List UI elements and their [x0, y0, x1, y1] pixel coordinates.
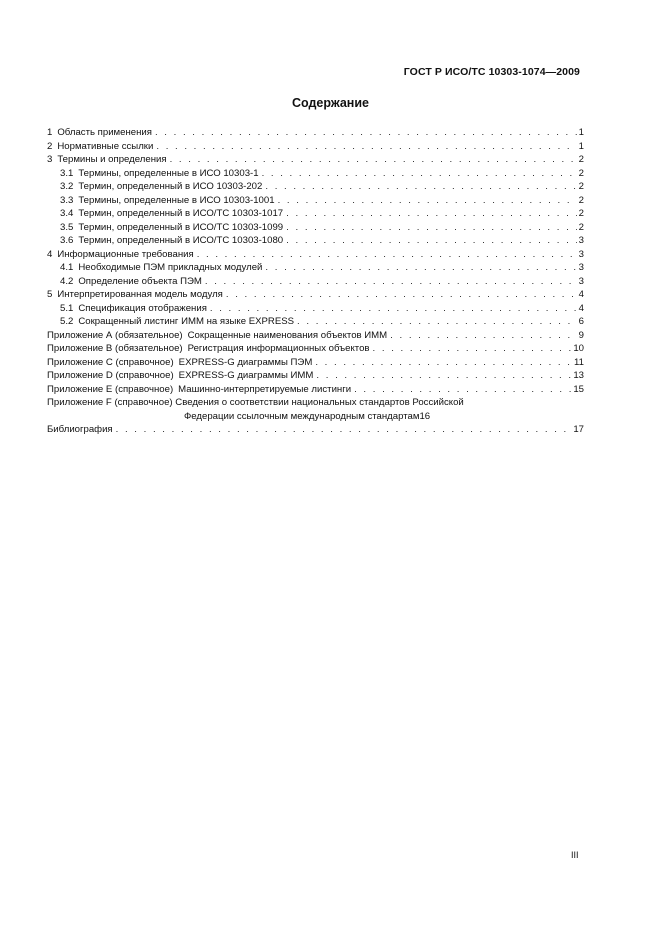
toc-entry[interactable] [47, 140, 584, 154]
toc-entry-page: 3 [578, 275, 584, 287]
toc-entry[interactable] [47, 248, 584, 262]
toc-leader [286, 221, 577, 235]
toc-entry-annex[interactable] [47, 396, 584, 423]
toc-leader [286, 234, 577, 248]
toc-entry-page: 4 [578, 289, 584, 300]
toc-entry-title: Термины, определенные в ИСО 10303-1 [78, 167, 259, 179]
toc-entry-page: 2 [578, 194, 584, 206]
toc-entry[interactable] [47, 180, 584, 194]
toc-entry-title: Регистрация информационных объектов [187, 343, 370, 354]
toc-leader [116, 423, 572, 437]
toc-entry[interactable] [47, 207, 584, 221]
toc-entry-annex[interactable] [47, 369, 584, 383]
toc-entry[interactable] [47, 221, 584, 235]
toc-entry-page: 16 [419, 410, 431, 422]
toc-entry-page: 2 [578, 167, 584, 179]
toc-entry[interactable] [47, 275, 584, 289]
toc-entry-number: 3.2 [60, 181, 74, 192]
toc-entry-page: 3 [578, 262, 584, 273]
toc-entry-number: 1 [47, 127, 53, 138]
toc-entry-annex[interactable] [47, 342, 584, 356]
toc-entry-page: 2 [578, 154, 584, 165]
toc-entry-title: Необходимые ПЭМ прикладных модулей [78, 262, 263, 273]
toc-entry-annex[interactable] [47, 356, 584, 370]
toc-entry-page: 11 [574, 356, 584, 368]
toc-entry-number: 3.4 [60, 208, 74, 219]
toc-entry-title: Термин, определенный в ИСО/ТС 10303-1080 [78, 235, 284, 246]
toc-annex-prefix: Приложение С (справочное) [47, 356, 174, 368]
toc-leader [170, 153, 577, 167]
toc-entry-page: 4 [578, 302, 584, 314]
toc-leader [354, 383, 571, 397]
toc-entry-page: 3 [578, 235, 584, 246]
toc-annex-prefix: Приложение Е (справочное) [47, 383, 174, 395]
toc-entry-title: Термины, определенные в ИСО 10303-1001 [78, 194, 275, 206]
toc-entry-number: 3.6 [60, 235, 74, 246]
toc-entry-page: 3 [578, 248, 584, 260]
page-number: III [571, 850, 579, 860]
toc-annex-prefix: Приложение В (обязательное) [47, 343, 183, 354]
toc-entry-page: 1 [578, 127, 584, 138]
toc-leader [156, 140, 576, 154]
toc-entry[interactable] [47, 261, 584, 275]
toc-entry-number: 3 [47, 154, 53, 165]
toc-entry-number: 5.2 [60, 316, 74, 327]
toc-entry-number: 3.1 [60, 167, 74, 179]
toc-leader [315, 356, 572, 370]
toc-entry[interactable] [47, 167, 584, 181]
toc-entry[interactable] [47, 194, 584, 208]
toc-entry-page: 15 [573, 383, 584, 395]
toc-entry-number: 3.3 [60, 194, 74, 206]
toc-entry-page: 2 [578, 181, 584, 192]
toc-entry-page: 2 [578, 208, 584, 219]
toc-entry-page: 17 [573, 424, 584, 435]
toc-entry-title: Термин, определенный в ИСО/ТС 10303-1099 [78, 221, 284, 233]
toc-entry-page: 10 [573, 343, 584, 354]
toc-leader [226, 288, 577, 302]
toc-entry-title: Термин, определенный в ИСО 10303-202 [78, 181, 263, 192]
toc-entry-number: 4.2 [60, 275, 74, 287]
toc-entry[interactable] [47, 315, 584, 329]
toc-entry-page: 6 [578, 316, 584, 327]
toc-annex-prefix: Приложение D (справочное) [47, 370, 174, 381]
toc-entry-number: 2 [47, 140, 53, 152]
toc-entry-page: 1 [578, 140, 584, 152]
toc-entry-title: Информационные требования [57, 248, 194, 260]
toc-entry-title: Интерпретированная модель модуля [57, 289, 223, 300]
toc-entry[interactable] [47, 234, 584, 248]
toc-entry-title: Сокращенный листинг ИММ на языке EXPRESS [78, 316, 295, 327]
toc-annex-prefix: Приложение А (обязательное) [47, 329, 183, 341]
toc-leader [390, 329, 576, 343]
toc-entry-title: Сокращенные наименования объектов ИММ [187, 329, 388, 341]
toc-entry-page: 13 [573, 370, 584, 381]
toc-entry-title: Термин, определенный в ИСО/ТС 10303-1017 [78, 208, 284, 219]
toc-entry-title: Спецификация отображения [78, 302, 207, 314]
toc-entry[interactable] [47, 288, 584, 302]
toc-leader [373, 342, 572, 356]
toc-entry-title: Библиография [47, 424, 113, 435]
toc-leader [297, 315, 577, 329]
toc-leader [286, 207, 577, 221]
toc-entry-title: Нормативные ссылки [57, 140, 154, 152]
toc-entry-title: EXPRESS-G диаграммы ПЭМ [178, 356, 313, 368]
toc-entry-page: 9 [578, 329, 584, 341]
toc-entry-title: Машинно-интерпретируемые листинги [178, 383, 352, 395]
document-header: ГОСТ Р ИСО/ТС 10303-1074—2009 [403, 66, 580, 78]
toc-leader [316, 369, 571, 383]
toc-leader [205, 275, 577, 289]
table-of-contents [47, 126, 584, 437]
toc-leader [197, 248, 577, 262]
toc-entry-title: EXPRESS-G диаграммы ИММ [178, 370, 314, 381]
toc-entry-title: Область применения [57, 127, 152, 138]
toc-entry[interactable] [47, 153, 584, 167]
toc-leader [265, 180, 576, 194]
toc-leader [210, 302, 577, 316]
toc-entry[interactable] [47, 302, 584, 316]
page-title: Содержание [291, 96, 369, 110]
toc-entry-title: Термины и определения [57, 154, 167, 165]
toc-entry-annex[interactable] [47, 329, 584, 343]
toc-leader [155, 126, 577, 140]
toc-entry-page: 2 [578, 221, 584, 233]
toc-entry-number: 4 [47, 248, 53, 260]
toc-entry-number: 5 [47, 289, 53, 300]
toc-entry[interactable] [47, 126, 584, 140]
toc-entry-annex[interactable] [47, 383, 584, 397]
toc-leader [262, 167, 577, 181]
toc-entry-number: 3.5 [60, 221, 74, 233]
toc-entry-title: Сведения о соответствии национальных стандартов Российской [175, 397, 464, 408]
toc-leader [278, 194, 577, 208]
toc-entry-number: 5.1 [60, 302, 74, 314]
toc-entry[interactable] [47, 423, 584, 437]
toc-entry-title-continued: Федерации ссылочным международным стандартам [184, 410, 420, 422]
toc-leader [265, 261, 576, 275]
toc-entry-title: Определение объекта ПЭМ [78, 275, 202, 287]
toc-entry-number: 4.1 [60, 262, 74, 273]
toc-annex-prefix: Приложение F (справочное) [47, 397, 173, 408]
